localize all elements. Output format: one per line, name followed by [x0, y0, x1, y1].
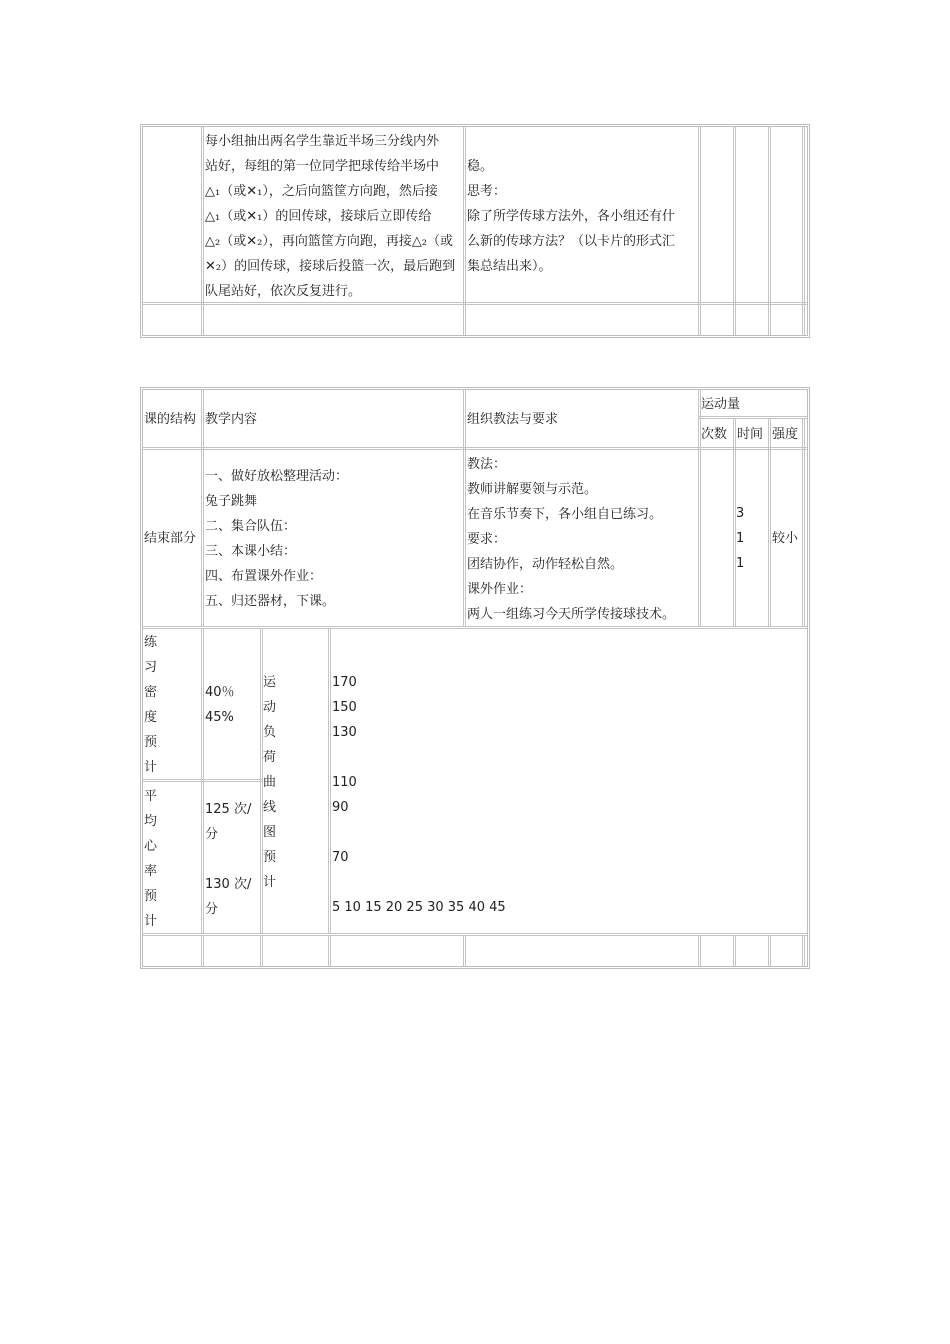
density-value: 40％	[205, 685, 235, 700]
heart-rate-label-char: 预	[144, 889, 158, 904]
table2-divider	[768, 418, 771, 627]
heart-rate-value: 分	[205, 827, 219, 842]
header-content: 教学内容	[205, 412, 258, 427]
content-line: 一、做好放松整理活动：	[205, 469, 349, 484]
load-curve-label-char: 计	[263, 875, 277, 890]
y-tick-label: 170	[332, 675, 357, 690]
spacer	[332, 820, 392, 845]
method-line: 除了所学传球方法外，各小组还有什	[467, 209, 676, 224]
load-curve-label-char: 预	[263, 850, 277, 865]
time-value: 1	[736, 531, 745, 546]
heart-rate-label-char: 计	[144, 914, 158, 929]
table2-divider	[201, 935, 204, 966]
method-line: 两人一组练习今天所学传接球技术。	[467, 607, 676, 622]
method-line: 思考：	[467, 184, 507, 199]
content-line: △₂（或✕₂），再向篮筐方向跑，再接△₂（或	[205, 234, 454, 249]
method-line: 团结协作，动作轻松自然。	[467, 557, 624, 572]
heart-rate-value: 125 次/	[205, 802, 252, 817]
content-line: ✕₂）的回传球，接球后投篮一次，最后跑到	[205, 259, 456, 274]
density-value: 45%	[205, 710, 234, 725]
heart-rate-values	[205, 797, 260, 922]
table1-method-cell	[467, 154, 697, 279]
content-line: △₁（或✕₁），之后向篮筐方向跑，然后接	[205, 184, 438, 199]
spacer	[332, 870, 392, 895]
load-curve-label-char: 运	[263, 675, 277, 690]
content-line: 二、集合队伍：	[205, 519, 297, 534]
table2-divider	[733, 935, 736, 966]
heart-rate-label-char: 平	[144, 789, 158, 804]
time-value: 3	[736, 506, 745, 521]
spacer	[205, 847, 260, 872]
load-curve-label-char: 曲	[263, 775, 277, 790]
table2-divider	[768, 935, 771, 966]
table2-divider	[328, 628, 331, 934]
content-line: 每小组抽出两名学生靠近半场三分线内外	[205, 134, 440, 149]
header-load: 运动量	[701, 397, 741, 412]
method-line: 教法：	[467, 457, 507, 472]
y-tick-label: 130	[332, 725, 357, 740]
y-tick-label: 90	[332, 800, 349, 815]
end-section-label: 结束部分	[144, 531, 197, 546]
x-axis-labels: 5 10 15 20 25 30 35 40 45	[332, 900, 506, 915]
density-values	[205, 680, 260, 730]
load-curve-label-char: 图	[263, 825, 277, 840]
table2-divider	[463, 390, 466, 627]
end-time-cell	[736, 501, 766, 576]
table2-row-divider	[143, 447, 807, 450]
header-intensity: 强度	[772, 427, 799, 442]
method-line: 稳。	[467, 159, 494, 174]
heart-rate-value: 分	[205, 902, 219, 917]
content-line: 队尾站好，依次反复进行。	[205, 284, 362, 299]
method-line: 要求：	[467, 532, 507, 547]
heart-rate-label-char: 均	[144, 814, 158, 829]
density-label-char: 度	[144, 710, 158, 725]
table2-divider	[328, 935, 331, 966]
table2-divider	[802, 935, 805, 966]
content-line: 四、布置课外作业：	[205, 569, 323, 584]
table2-divider	[802, 418, 805, 627]
table2-divider	[201, 390, 204, 627]
header-time: 时间	[737, 427, 764, 442]
load-curve-label-char: 荷	[263, 750, 277, 765]
density-label-char: 密	[144, 685, 158, 700]
method-line: 教师讲解要领与示范。	[467, 482, 598, 497]
header-method: 组织教法与要求	[467, 412, 559, 427]
content-line: 三、本课小结：	[205, 544, 297, 559]
content-line: 五、归还器材，下课。	[205, 594, 336, 609]
heart-rate-label-char: 心	[144, 839, 158, 854]
header-count: 次数	[701, 427, 728, 442]
content-line: 兔子跳舞	[205, 494, 258, 509]
table2-divider	[698, 935, 701, 966]
table2-divider	[260, 935, 263, 966]
density-label	[144, 630, 174, 780]
content-line: △₁（或✕₁）的回传球，接球后立即传给	[205, 209, 432, 224]
header-structure: 课的结构	[144, 412, 197, 427]
heart-rate-value: 130 次/	[205, 877, 252, 892]
density-label-char: 计	[144, 760, 158, 775]
table2-divider	[463, 935, 466, 966]
table2-row-divider	[143, 933, 807, 936]
content-line: 站好，每组的第一位同学把球传给半场中	[205, 159, 440, 174]
heart-rate-label-char: 率	[144, 864, 158, 879]
load-curve-label	[263, 670, 293, 895]
y-tick-label: 150	[332, 700, 357, 715]
table1-content-cell	[205, 129, 463, 304]
method-line: 课外作业：	[467, 582, 533, 597]
density-label-char: 预	[144, 735, 158, 750]
density-label-char: 习	[144, 660, 158, 675]
load-curve-label-char: 动	[263, 700, 277, 715]
y-tick-label: 110	[332, 775, 357, 790]
method-line: 在音乐节奏下，各小组自已练习。	[467, 507, 663, 522]
table2-divider	[201, 628, 204, 934]
density-label-char: 练	[144, 635, 158, 650]
method-line: 么新的传球方法？（以卡片的形式汇	[467, 234, 676, 249]
heart-rate-label	[144, 784, 174, 934]
load-curve-y-values	[332, 670, 506, 920]
load-curve-label-char: 线	[263, 800, 277, 815]
y-tick-label: 70	[332, 850, 349, 865]
end-intensity-value: 较小	[772, 531, 799, 546]
method-line: 集总结出来）。	[467, 259, 552, 274]
load-curve-label-char: 负	[263, 725, 277, 740]
end-content-cell	[205, 464, 463, 614]
end-method-cell	[467, 452, 697, 627]
spacer	[332, 745, 392, 770]
time-value: 1	[736, 556, 745, 571]
